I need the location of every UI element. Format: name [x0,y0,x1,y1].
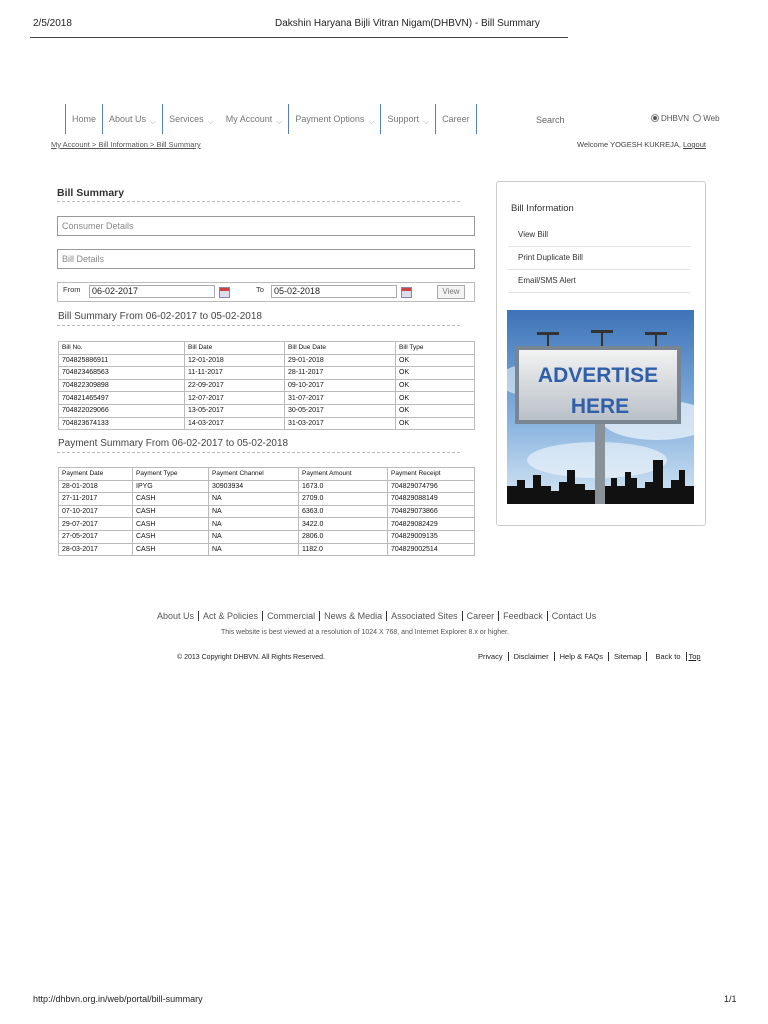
breadcrumb-text[interactable]: My Account > Bill Information > Bill Summary [51,140,201,149]
chevron-down-icon: ⌵ [422,117,430,126]
table-cell: OK [396,367,475,380]
footer-link-privacy[interactable]: Privacy [478,652,509,661]
table-cell: 3422.0 [299,518,388,531]
print-url: http://dhbvn.org.in/web/portal/bill-summary [33,994,203,1004]
footer-link-associated-sites[interactable]: Associated Sites [387,611,463,621]
table-cell: 704823674133 [59,417,185,430]
table-header-row [59,468,475,481]
nav-about-us-label: About Us [109,114,147,124]
payment-summary-heading: Payment Summary From 06-02-2017 to 05-02-2018 [58,438,289,449]
table-cell: 09-10-2017 [285,379,396,392]
table-cell: IPYG [133,480,209,493]
back-to-label: Back to [655,652,686,661]
table-cell: NA [209,530,299,543]
from-date-input[interactable]: 06-02-2017 [89,285,215,298]
col-bill-due-date: Bill Due Date [285,342,396,355]
footer-link-career[interactable]: Career [463,611,500,621]
radio-dhbvn-label: DHBVN [661,114,690,123]
col-payment-channel: Payment Channel [209,468,299,481]
chevron-down-icon: ⌵ [207,117,214,126]
table-cell: 27-11-2017 [59,493,133,506]
table-row [59,530,475,543]
welcome-text: Welcome YOGESH KUKREJA, [577,140,681,149]
table-cell: 31-07-2017 [285,392,396,405]
nav-payment-options-label: Payment Options [295,114,365,124]
to-label: To [256,285,264,294]
table-row [59,518,475,531]
payment-summary-table [58,467,475,556]
table-cell: 704822309898 [59,379,185,392]
table-cell: 704829088149 [388,493,475,506]
footer-link-sitemap[interactable]: Sitemap [609,652,648,661]
nav-support-label: Support [387,114,419,124]
nav-about-us[interactable] [102,104,162,134]
table-row [59,392,475,405]
table-cell: 31-03-2017 [285,417,396,430]
table-cell: 07-10-2017 [59,505,133,518]
best-view-note: This website is best viewed at a resolution of 1024 X 768, and Internet Explorer 8.x or higher. [221,629,509,636]
table-header-row [59,342,475,355]
section-divider [57,325,460,326]
table-cell: 704821465497 [59,392,185,405]
print-date: 2/5/2018 [33,18,72,29]
view-button[interactable]: View [437,285,465,299]
table-cell: 2709.0 [299,493,388,506]
col-payment-date: Payment Date [59,468,133,481]
nav-payment-options[interactable] [288,104,380,134]
table-cell: 30903934 [209,480,299,493]
table-cell: 12-01-2018 [185,354,285,367]
table-cell: CASH [133,543,209,556]
table-cell: CASH [133,530,209,543]
col-payment-amount: Payment Amount [299,468,388,481]
table-cell: 28-01-2018 [59,480,133,493]
table-cell: NA [209,505,299,518]
col-payment-type: Payment Type [133,468,209,481]
table-cell: 704822029066 [59,404,185,417]
nav-support[interactable] [380,104,435,134]
sidebar-divider [508,292,690,293]
table-cell: 28-03-2017 [59,543,133,556]
footer-nav [157,611,600,621]
table-cell: OK [396,392,475,405]
table-cell: 704829009135 [388,530,475,543]
footer-link-news-media[interactable]: News & Media [320,611,387,621]
logout-link[interactable]: Logout [683,140,706,149]
table-cell: CASH [133,505,209,518]
table-cell: 6363.0 [299,505,388,518]
table-cell: 11-11-2017 [185,367,285,380]
copyright: © 2013 Copyright DHBVN. All Rights Reserved. [177,654,325,661]
table-cell: 1182.0 [299,543,388,556]
calendar-icon[interactable] [401,287,412,298]
col-bill-no: Bill No. [59,342,185,355]
table-cell: 30-05-2017 [285,404,396,417]
page-title: Bill Summary [57,187,125,199]
section-divider [57,452,460,453]
table-cell: CASH [133,518,209,531]
ad-line1: ADVERTISE [537,364,659,387]
to-date-input[interactable]: 05-02-2018 [271,285,397,298]
table-cell: OK [396,354,475,367]
table-row [59,543,475,556]
table-cell: OK [396,404,475,417]
print-page-number: 1/1 [724,994,737,1004]
consumer-details-panel[interactable] [57,216,475,236]
calendar-icon[interactable] [219,287,230,298]
from-label: From [63,285,81,294]
print-title: Dakshin Haryana Bijli Vitran Nigam(DHBVN) - Bill Summary [275,18,540,29]
table-cell: 29-07-2017 [59,518,133,531]
bill-details-label: Bill Details [62,254,105,264]
advertisement-banner[interactable] [507,310,694,504]
table-cell: 704825886911 [59,354,185,367]
nav-services[interactable] [162,104,220,134]
nav-services-label: Services [169,114,204,124]
footer-secondary-nav [478,652,706,661]
nav-career[interactable] [435,104,477,134]
footer-link-disclaimer[interactable]: Disclaimer [509,652,555,661]
nav-my-account-label: My Account [225,114,273,124]
print-duplicate-bill-link[interactable]: Print Duplicate Bill [518,253,583,262]
top-link[interactable]: Top [688,652,701,661]
table-cell: 704829073866 [388,505,475,518]
table-cell: 2806.0 [299,530,388,543]
advertise-billboard-image [507,310,694,504]
col-bill-type: Bill Type [396,342,475,355]
table-cell: 704823468563 [59,367,185,380]
table-cell: 1673.0 [299,480,388,493]
bill-summary-table [58,341,475,430]
breadcrumb[interactable] [51,140,201,149]
chevron-down-icon: ⌵ [368,117,375,126]
search-input[interactable]: Search [536,115,565,125]
radio-web[interactable] [693,114,701,122]
table-row [59,404,475,417]
search-scope [651,114,720,123]
table-cell: NA [209,518,299,531]
table-cell: NA [209,543,299,556]
table-cell: 27-05-2017 [59,530,133,543]
table-cell: 22-09-2017 [185,379,285,392]
table-row [59,505,475,518]
table-cell: 13-05-2017 [185,404,285,417]
table-row [59,417,475,430]
table-cell: 704829074796 [388,480,475,493]
nav-home-label: Home [72,114,97,124]
consumer-details-label: Consumer Details [62,221,134,231]
footer-link-contact-us[interactable]: Contact Us [551,611,597,621]
print-divider [30,37,568,38]
table-cell: 28-11-2017 [285,367,396,380]
table-row [59,367,475,380]
bill-details-panel[interactable] [57,249,475,269]
sidebar-divider [508,269,690,270]
nav-home[interactable] [65,104,102,134]
sidebar-title: Bill Information [511,203,574,214]
table-cell: NA [209,493,299,506]
footer-link-feedback[interactable]: Feedback [499,611,548,621]
sidebar-divider [508,246,690,247]
table-cell: OK [396,379,475,392]
bill-summary-heading: Bill Summary From 06-02-2017 to 05-02-2018 [58,311,262,322]
email-sms-alert-link[interactable]: Email/SMS Alert [518,276,576,285]
nav-career-label: Career [442,114,470,124]
footer-link-help-faqs[interactable]: Help & FAQs [555,652,609,661]
col-bill-date: Bill Date [185,342,285,355]
table-cell: 14-03-2017 [185,417,285,430]
table-cell: 29-01-2018 [285,354,396,367]
chevron-down-icon: ⌵ [150,117,157,126]
table-cell: CASH [133,493,209,506]
table-cell: 704829002514 [388,543,475,556]
table-row [59,379,475,392]
footer-link-about-us[interactable]: About Us [157,611,199,621]
nav-my-account[interactable] [220,104,289,134]
footer-link-act-policies[interactable]: Act & Policies [199,611,263,621]
chevron-down-icon: ⌵ [276,117,283,126]
col-payment-receipt: Payment Receipt [388,468,475,481]
table-cell: 704829082429 [388,518,475,531]
table-cell: OK [396,417,475,430]
title-divider [57,201,460,202]
radio-dhbvn[interactable] [651,114,659,122]
radio-web-label: Web [703,114,720,123]
welcome-message [577,140,706,149]
footer-link-commercial[interactable]: Commercial [263,611,320,621]
back-to-top[interactable] [647,652,705,661]
table-cell: 12-07-2017 [185,392,285,405]
table-row [59,493,475,506]
view-bill-link[interactable]: View Bill [518,230,549,239]
main-nav [65,104,477,134]
table-row [59,354,475,367]
ad-line2: HERE [570,395,630,418]
table-row [59,480,475,493]
